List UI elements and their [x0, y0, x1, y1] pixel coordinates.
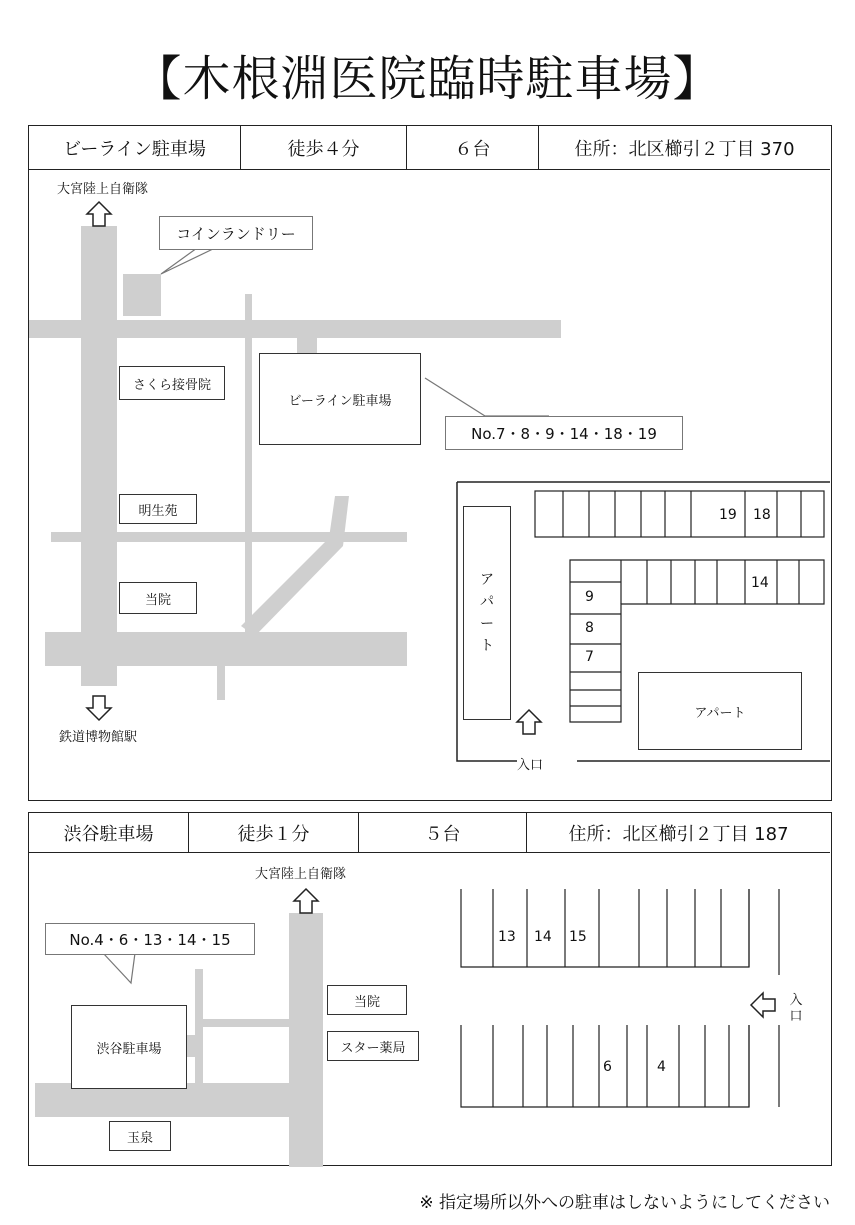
meiseien-building: 明生苑: [119, 494, 197, 524]
lot2-callout-pointer: [103, 953, 135, 983]
clinic-building: 当院: [119, 582, 197, 614]
lot2-clinic-building: 当院: [327, 985, 407, 1015]
lot2-walk: 徒歩１分: [189, 813, 359, 853]
lot2-stall-15: 15: [569, 929, 587, 945]
apartment-vertical: [463, 506, 511, 720]
laundry-callout: コインランドリー: [159, 216, 313, 250]
lot2-map-lines: [29, 813, 830, 1165]
lot2-name: 渋谷駐車場: [29, 813, 189, 853]
lot2-stall-13: 13: [498, 929, 516, 945]
diagonal-road: [241, 496, 349, 636]
lot2-panel: [28, 812, 832, 1166]
lot1-spot-callout: No.7・8・9・14・18・19: [445, 416, 683, 450]
page-title: 【木根淵医院臨時駐車場】: [133, 51, 722, 107]
lot2-stall-6: 6: [603, 1059, 612, 1075]
lot1-entrance-label: 入口: [517, 758, 544, 773]
lot2-stall-14: 14: [534, 929, 552, 945]
shibuya-lot-box: 渋谷駐車場: [71, 1005, 187, 1089]
lot1-spaces: ６台: [407, 126, 539, 170]
entrance-arrow-icon: [517, 710, 541, 734]
apartment-building: アパート: [638, 672, 802, 750]
stall-8: 8: [585, 620, 594, 636]
lot2-stall-4: 4: [657, 1059, 666, 1075]
tamaizumi-building: 玉泉: [109, 1121, 171, 1151]
stall-7: 7: [585, 649, 594, 665]
lot-callout-pointer: [425, 378, 549, 416]
lot2-north-direction-label: 大宮陸上自衛隊: [255, 867, 347, 882]
lot2-north-arrow-icon: [294, 889, 318, 913]
stall-9: 9: [585, 589, 594, 605]
laundry-callout-pointer: [161, 248, 215, 274]
top-stall-row: [535, 491, 824, 537]
apartment-vertical-label: アパート: [480, 572, 494, 654]
lot1-panel: [28, 125, 832, 801]
stall-14: 14: [751, 575, 769, 591]
beeline-lot-box: ビーライン駐車場: [259, 353, 421, 445]
lot2-spaces: ５台: [359, 813, 527, 853]
star-pharmacy: スター薬局: [327, 1031, 419, 1061]
north-direction-label: 大宮陸上自衛隊: [57, 182, 149, 197]
north-arrow-icon: [87, 202, 111, 226]
lot2-entrance-arrow-icon: [751, 993, 775, 1017]
lot2-spot-callout: No.4・6・13・14・15: [45, 923, 255, 955]
south-arrow-icon: [87, 696, 111, 720]
stall-19: 19: [719, 507, 737, 523]
lot2-entrance-label: 入口: [789, 993, 803, 1024]
lot2-address: 住所：北区櫛引２丁目 187: [568, 824, 789, 845]
lot2-top-stall-row: [461, 889, 749, 967]
sakura-clinic: さくら接骨院: [119, 366, 225, 400]
stall-18: 18: [753, 507, 771, 523]
south-direction-label: 鉄道博物館駅: [59, 730, 138, 745]
lot1-walk: 徒歩４分: [241, 126, 407, 170]
lot1-address: 住所：北区櫛引２丁目 370: [574, 139, 795, 160]
lot1-name: ビーライン駐車場: [29, 126, 241, 170]
footer-note: ※ 指定場所以外への駐車はしないようにしてください: [419, 1193, 830, 1213]
